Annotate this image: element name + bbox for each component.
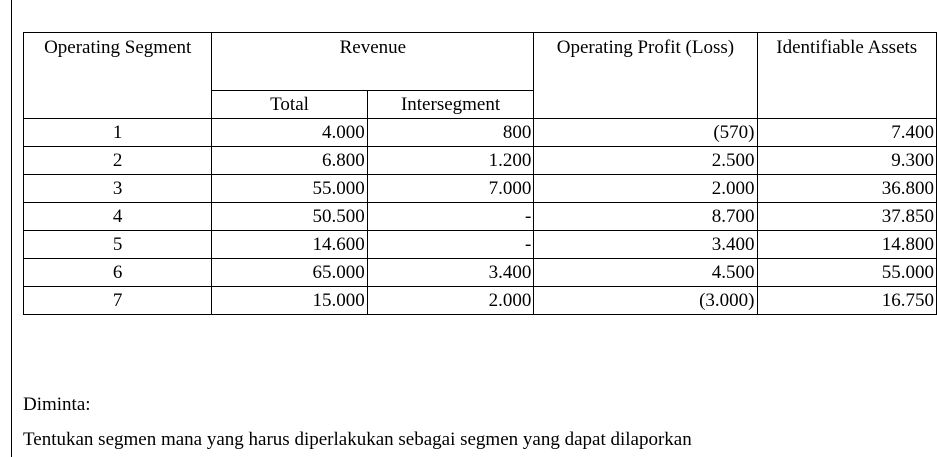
cell-segment: 4 bbox=[24, 203, 212, 231]
table-row bbox=[24, 147, 937, 175]
header-revenue: Revenue bbox=[212, 33, 534, 91]
cell-profit: 2.500 bbox=[534, 147, 757, 175]
header-operating-segment: Operating Segment bbox=[24, 33, 212, 119]
cell-segment: 5 bbox=[24, 231, 212, 259]
cell-total: 14.600 bbox=[212, 231, 367, 259]
cell-segment: 1 bbox=[24, 119, 212, 147]
cell-segment: 6 bbox=[24, 259, 212, 287]
cell-intersegment: 7.000 bbox=[367, 175, 534, 203]
cell-assets: 55.000 bbox=[757, 259, 937, 287]
cell-total: 55.000 bbox=[212, 175, 367, 203]
table-row bbox=[24, 175, 937, 203]
cell-total: 4.000 bbox=[212, 119, 367, 147]
cell-segment: 3 bbox=[24, 175, 212, 203]
cell-assets: 9.300 bbox=[757, 147, 937, 175]
header-intersegment: Intersegment bbox=[367, 91, 534, 119]
header-total: Total bbox=[212, 91, 367, 119]
cell-profit: 2.000 bbox=[534, 175, 757, 203]
cell-profit: 4.500 bbox=[534, 259, 757, 287]
table-row bbox=[24, 259, 937, 287]
cell-profit: 8.700 bbox=[534, 203, 757, 231]
left-border-line bbox=[11, 0, 12, 457]
cell-total: 6.800 bbox=[212, 147, 367, 175]
table-row bbox=[24, 203, 937, 231]
cell-intersegment: 1.200 bbox=[367, 147, 534, 175]
table-row bbox=[24, 287, 937, 315]
header-identifiable-assets: Identifiable Assets bbox=[757, 33, 937, 119]
cell-total: 50.500 bbox=[212, 203, 367, 231]
table-row bbox=[24, 119, 937, 147]
cell-profit: 3.400 bbox=[534, 231, 757, 259]
cell-assets: 37.850 bbox=[757, 203, 937, 231]
cell-assets: 36.800 bbox=[757, 175, 937, 203]
cell-assets: 7.400 bbox=[757, 119, 937, 147]
header-operating-profit: Operating Profit (Loss) bbox=[534, 33, 757, 119]
question-text: Tentukan segmen mana yang harus diperlakukan sebagai segmen yang dapat dilaporkan bbox=[23, 429, 692, 450]
cell-intersegment: 2.000 bbox=[367, 287, 534, 315]
cell-intersegment: 3.400 bbox=[367, 259, 534, 287]
cell-total: 15.000 bbox=[212, 287, 367, 315]
cell-profit: (570) bbox=[534, 119, 757, 147]
cell-intersegment: - bbox=[367, 203, 534, 231]
cell-intersegment: 800 bbox=[367, 119, 534, 147]
cell-intersegment: - bbox=[367, 231, 534, 259]
cell-segment: 2 bbox=[24, 147, 212, 175]
question-label: Diminta: bbox=[23, 394, 91, 415]
cell-assets: 14.800 bbox=[757, 231, 937, 259]
header-row bbox=[24, 33, 937, 91]
cell-profit: (3.000) bbox=[534, 287, 757, 315]
cell-segment: 7 bbox=[24, 287, 212, 315]
cell-assets: 16.750 bbox=[757, 287, 937, 315]
table-row bbox=[24, 231, 937, 259]
cell-total: 65.000 bbox=[212, 259, 367, 287]
segment-table bbox=[23, 32, 937, 315]
